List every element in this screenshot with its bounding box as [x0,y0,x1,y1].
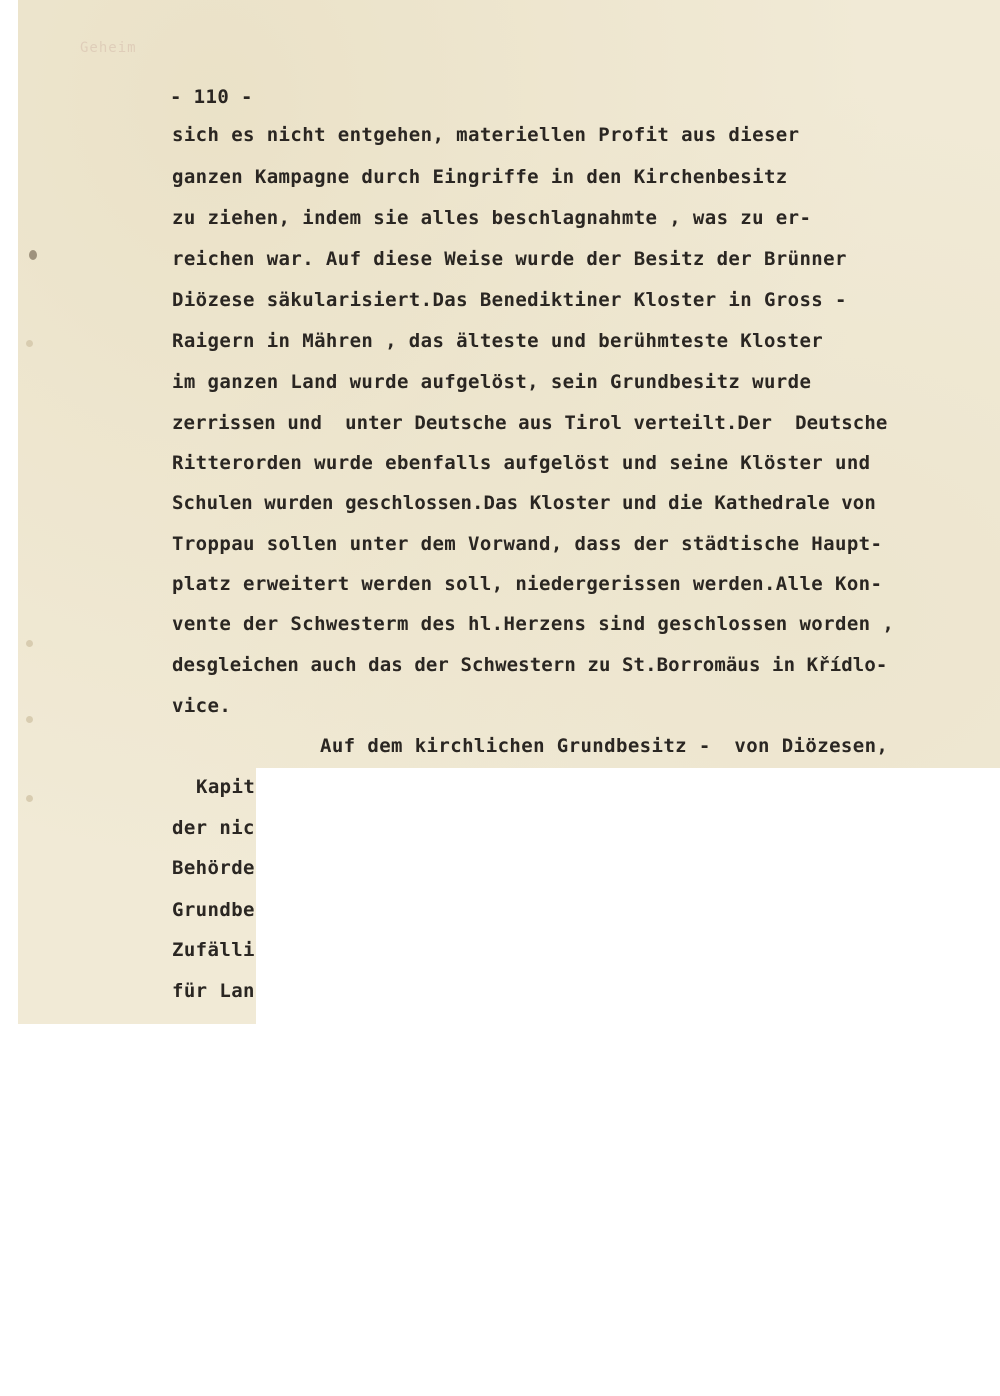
punch-hole [26,640,33,647]
text-line: Raigern in Mähren , das älteste und berühmteste Kloster [172,330,824,352]
text-line: vice. [172,695,232,717]
punch-mark [29,250,37,260]
faded-stamp: Geheim [80,40,137,56]
truncated-line: für Lan [172,980,255,1002]
blank-region [256,768,1000,1028]
punch-hole [26,340,33,347]
text-line: vente der Schwesterm des hl.Herzens sind geschlossen worden , [172,613,895,635]
text-line: desgleichen auch das der Schwestern zu St.Borromäus in Křídlo- [172,654,888,676]
truncated-line: Behörde [172,857,255,879]
text-line: ganzen Kampagne durch Eingriffe in den Kirchenbesitz [172,166,788,188]
punch-hole [26,716,33,723]
truncated-line: Kapit [196,776,256,798]
text-line: zu ziehen, indem sie alles beschlagnahmte , was zu er- [172,207,812,229]
truncated-line: der nic [172,817,255,839]
text-line: Troppau sollen unter dem Vorwand, dass der städtische Haupt- [172,533,883,555]
text-line: platz erweitert werden soll, niedergerissen werden.Alle Kon- [172,573,883,595]
text-line: Diözese säkularisiert.Das Benediktiner Kloster in Gross - [172,289,847,311]
punch-hole [26,795,33,802]
text-line: Schulen wurden geschlossen.Das Kloster und die Kathedrale von [172,492,876,514]
truncated-line: Grundbe [172,899,255,921]
text-line: sich es nicht entgehen, materiellen Profit aus dieser [172,124,800,146]
text-line: reichen war. Auf diese Weise wurde der Besitz der Brünner [172,248,847,270]
text-line: Ritterorden wurde ebenfalls aufgelöst und seine Klöster und [172,452,871,474]
text-line: zerrissen und unter Deutsche aus Tirol verteilt.Der Deutsche [172,412,888,434]
page-number: - 110 - [170,86,253,108]
truncated-line: Zufälli [172,939,255,961]
text-line: im ganzen Land wurde aufgelöst, sein Grundbesitz wurde [172,371,812,393]
paragraph-start-line: Auf dem kirchlichen Grundbesitz - von Diözesen, [320,735,889,757]
